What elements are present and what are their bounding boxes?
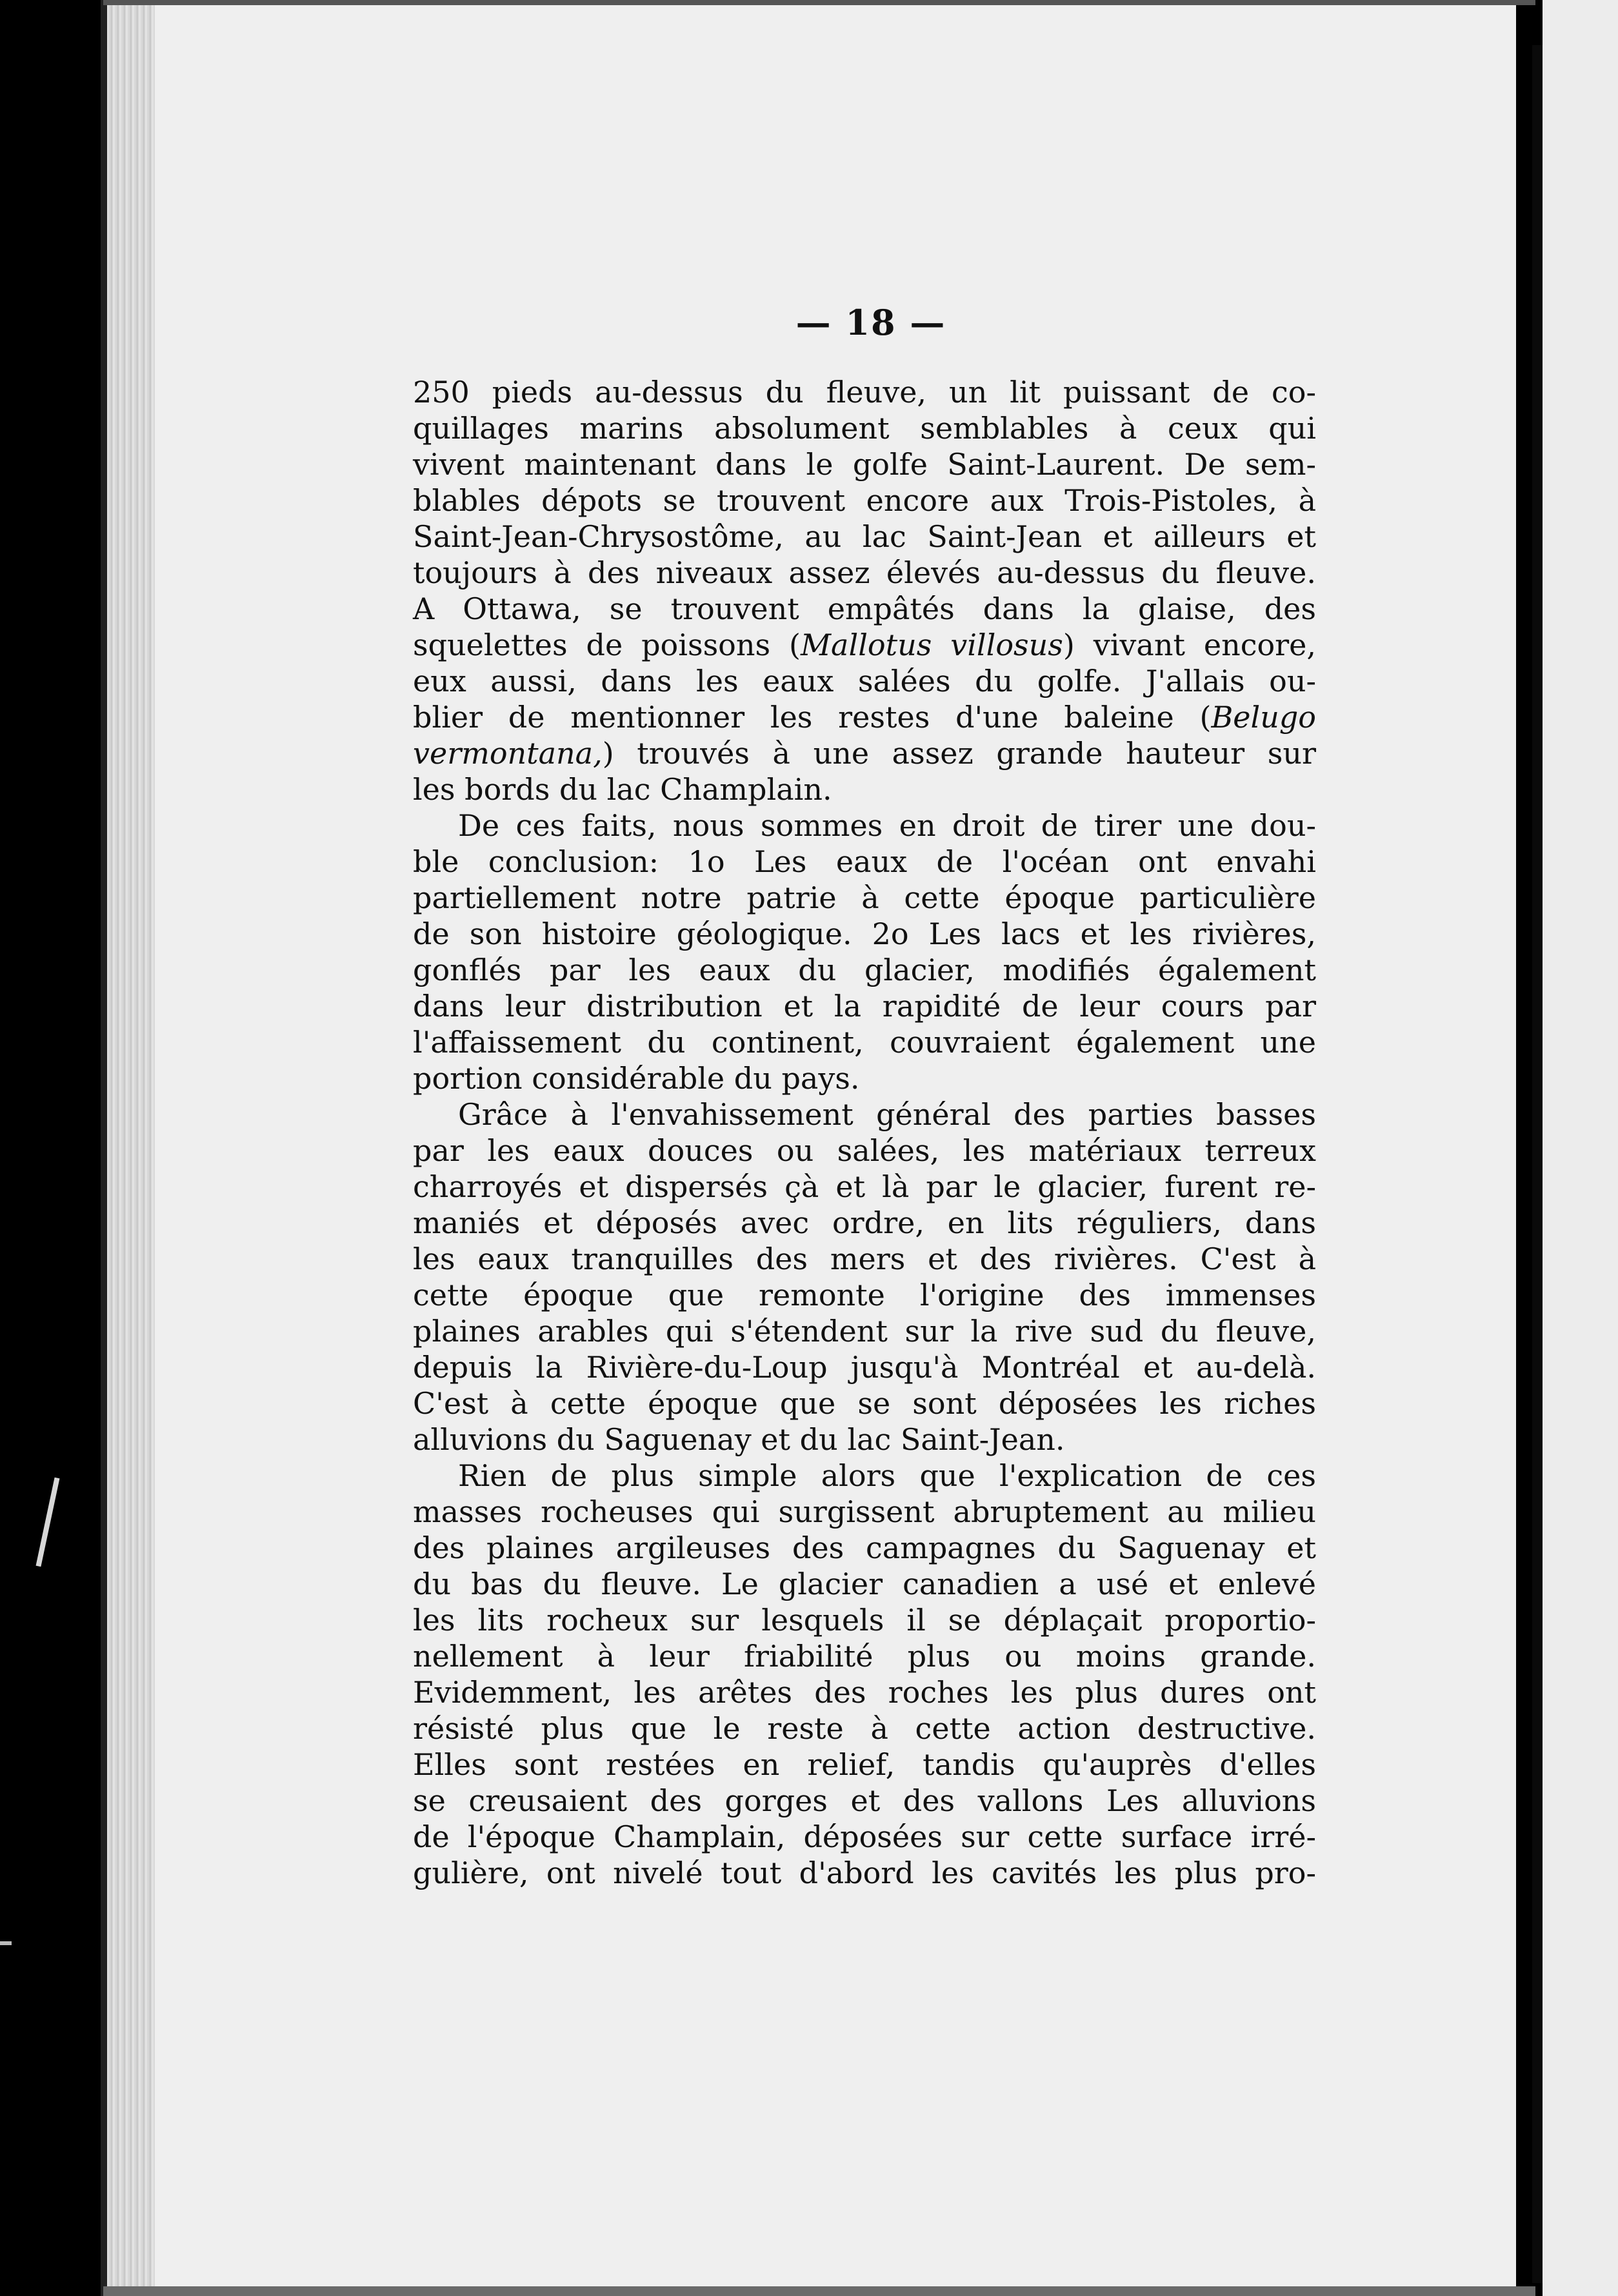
text-line: alluvions du Saguenay et du lac Saint-Jean. [413, 1422, 1065, 1457]
right-margin-strip [1543, 0, 1618, 2296]
text-line: squelettes de poissons (Mallotus villosus) vivant encore, [413, 628, 1316, 662]
species-name: vermontana, [413, 736, 603, 771]
text-line: se creusaient des gorges et des vallons Les alluvions [413, 1783, 1316, 1818]
scan-artifact [36, 1478, 60, 1567]
text-line: Rien de plus simple alors que l'explication de ces [458, 1458, 1316, 1493]
species-name: Mallotus villosus [800, 628, 1063, 662]
text-line: du bas du fleuve. Le glacier canadien a usé et enlevé [413, 1567, 1316, 1601]
text-line: les eaux tranquilles des mers et des rivières. C'est à [413, 1242, 1316, 1276]
paragraph [413, 1096, 1316, 1458]
text-line: blier de mentionner les restes d'une baleine (Belugo [413, 700, 1316, 735]
text-line: Grâce à l'envahissement général des parties basses [458, 1097, 1316, 1132]
scan-artifact [0, 1941, 12, 1945]
text-line: les lits rocheux sur lesquels il se déplaçait proportio- [413, 1603, 1316, 1638]
text-line: depuis la Rivière-du-Loup jusqu'à Montréal et au-delà. [413, 1350, 1316, 1385]
species-name: Belugo [1211, 700, 1316, 735]
text-line: eux aussi, dans les eaux salées du golfe. J'allais ou- [413, 664, 1316, 698]
text-line: masses rocheuses qui surgissent abruptement au milieu [413, 1494, 1316, 1529]
bottom-scan-border [103, 2286, 1535, 2296]
text-line: maniés et déposés avec ordre, en lits réguliers, dans [413, 1205, 1316, 1240]
text-line: résisté plus que le reste à cette action destructive. [413, 1711, 1316, 1746]
text-line: Elles sont restées en relief, tandis qu'auprès d'elles [413, 1747, 1316, 1782]
paragraph [413, 807, 1316, 1096]
text-line: cette époque que remonte l'origine des immenses [413, 1278, 1316, 1312]
text-line: nellement à leur friabilité plus ou moins grande. [413, 1639, 1316, 1674]
text-line: portion considérable du pays. [413, 1061, 860, 1096]
text-line: plaines arables qui s'étendent sur la rive sud du fleuve, [413, 1314, 1316, 1349]
page-edge-shadow [101, 0, 107, 2296]
binding-line [1532, 45, 1543, 2283]
page-edge-stack [103, 0, 155, 2296]
text-line: vermontana,) trouvés à une assez grande hauteur sur [413, 736, 1316, 771]
text-line: vivent maintenant dans le golfe Saint-Laurent. De sem- [413, 447, 1316, 482]
text-line: charroyés et dispersés çà et là par le glacier, furent re- [413, 1169, 1316, 1204]
top-scan-border [103, 0, 1535, 5]
text-line: toujours à des niveaux assez élevés au-dessus du fleuve. [413, 555, 1316, 590]
text-line: C'est à cette époque que se sont déposées les riches [413, 1386, 1316, 1421]
text-line: Saint-Jean-Chrysostôme, au lac Saint-Jean et ailleurs et [413, 519, 1316, 554]
body-text [413, 374, 1316, 1891]
text-line: 250 pieds au-dessus du fleuve, un lit puissant de co- [413, 375, 1316, 410]
text-line: Evidemment, les arêtes des roches les plus dures ont [413, 1675, 1316, 1710]
text-line: gulière, ont nivelé tout d'abord les cavités les plus pro- [413, 1856, 1316, 1890]
text-line: l'affaissement du continent, couvraient également une [413, 1025, 1316, 1060]
text-line: ble conclusion: 1o Les eaux de l'océan ont envahi [413, 844, 1316, 879]
text-line: De ces faits, nous sommes en droit de tirer une dou- [458, 808, 1316, 843]
paragraph [413, 374, 1316, 807]
text-line: par les eaux douces ou salées, les matériaux terreux [413, 1133, 1316, 1168]
text-line: de l'époque Champlain, déposées sur cette surface irré- [413, 1819, 1316, 1854]
text-line: A Ottawa, se trouvent empâtés dans la glaise, des [413, 591, 1316, 626]
text-line: dans leur distribution et la rapidité de leur cours par [413, 989, 1316, 1024]
text-line: blables dépots se trouvent encore aux Trois-Pistoles, à [413, 483, 1316, 518]
text-line: des plaines argileuses des campagnes du Saguenay et [413, 1530, 1316, 1565]
text-line: les bords du lac Champlain. [413, 772, 832, 807]
page-number: — 18 — [795, 302, 946, 343]
text-line: partiellement notre patrie à cette époque particulière [413, 880, 1316, 915]
text-line: quillages marins absolument semblables à ceux qui [413, 411, 1316, 446]
text-line: gonflés par les eaux du glacier, modifiés également [413, 953, 1316, 987]
text-line: de son histoire géologique. 2o Les lacs et les rivières, [413, 916, 1316, 951]
paragraph [413, 1458, 1316, 1891]
